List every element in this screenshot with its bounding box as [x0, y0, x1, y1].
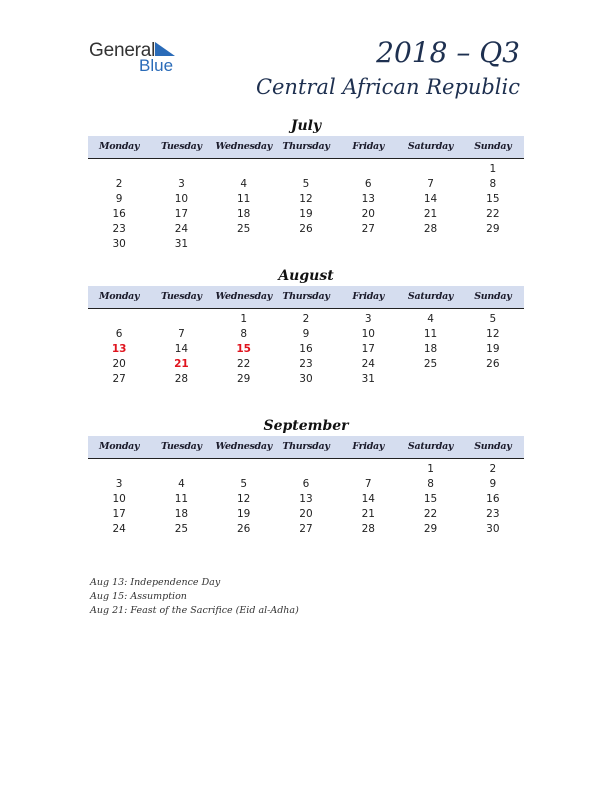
day-cell: 4 — [178, 478, 185, 490]
month-title: July — [290, 118, 322, 134]
day-cell: 3 — [178, 178, 185, 190]
day-cell: 10 — [112, 493, 126, 505]
weekday-tuesday: Tuesday — [161, 291, 202, 302]
weekday-friday: Friday — [352, 141, 385, 152]
day-cell: 19 — [486, 343, 500, 355]
day-cell: 12 — [299, 193, 313, 205]
country-title: Central African Republic — [255, 75, 520, 99]
day-cell: 18 — [423, 343, 438, 355]
holiday-date: 21 — [174, 358, 189, 370]
day-cell: 10 — [361, 328, 375, 340]
day-cell: 30 — [486, 523, 500, 535]
day-cell: 1 — [240, 313, 248, 325]
day-cell: 16 — [486, 493, 500, 505]
day-cell: 28 — [174, 373, 189, 385]
day-cell: 31 — [174, 238, 189, 250]
day-cell: 9 — [115, 193, 123, 205]
month-august — [88, 266, 524, 396]
day-cell: 29 — [237, 373, 251, 385]
day-cell: 12 — [486, 328, 500, 340]
month-september — [88, 416, 524, 546]
day-cell: 27 — [299, 523, 313, 535]
day-cell: 2 — [115, 178, 123, 190]
weekday-tuesday: Tuesday — [161, 141, 202, 152]
month-title: September — [263, 418, 349, 434]
holiday-date: 15 — [236, 343, 251, 355]
day-cell: 17 — [112, 508, 126, 520]
weekday-header — [88, 286, 524, 309]
weekday-thursday: Thursday — [282, 141, 330, 152]
day-cell: 8 — [240, 328, 248, 340]
day-cell: 28 — [423, 223, 438, 235]
weekday-wednesday: Wednesday — [215, 141, 272, 152]
weekday-monday: Monday — [98, 291, 140, 302]
day-cell: 6 — [302, 478, 310, 490]
day-cell: 13 — [361, 193, 375, 205]
weekday-saturday: Saturday — [407, 441, 454, 452]
day-cell: 20 — [361, 208, 375, 220]
day-cell: 22 — [423, 508, 438, 520]
day-cell: 30 — [299, 373, 313, 385]
weekday-saturday: Saturday — [407, 141, 454, 152]
day-cell: 14 — [361, 493, 375, 505]
day-cell: 21 — [423, 208, 438, 220]
day-cell: 1 — [427, 463, 434, 475]
day-cell: 1 — [489, 163, 497, 175]
day-cell: 5 — [489, 313, 497, 325]
weekday-sunday: Sunday — [474, 291, 512, 302]
day-cell: 24 — [361, 358, 375, 370]
day-cell: 24 — [174, 223, 189, 235]
day-cell: 22 — [486, 208, 500, 220]
day-cell: 7 — [364, 478, 372, 490]
weekday-wednesday: Wednesday — [215, 291, 272, 302]
day-cell: 23 — [486, 508, 500, 520]
day-cell: 30 — [112, 238, 126, 250]
day-cell: 31 — [361, 373, 375, 385]
day-cell: 8 — [489, 178, 497, 190]
day-cell: 25 — [174, 523, 189, 535]
day-cell: 18 — [237, 208, 251, 220]
day-cell: 17 — [174, 208, 189, 220]
day-cell: 27 — [361, 223, 375, 235]
day-cell: 26 — [237, 523, 251, 535]
day-cell: 9 — [302, 328, 310, 340]
month-july — [88, 116, 524, 256]
month-title: August — [278, 268, 334, 284]
day-cell: 26 — [486, 358, 500, 370]
day-cell: 18 — [174, 508, 189, 520]
day-cell: 4 — [240, 178, 248, 190]
weekday-tuesday: Tuesday — [161, 441, 202, 452]
day-cell: 24 — [112, 523, 126, 535]
weekday-header — [88, 436, 524, 459]
weekday-thursday: Thursday — [282, 291, 330, 302]
day-cell: 25 — [237, 223, 251, 235]
day-cell: 27 — [112, 373, 126, 385]
day-cell: 26 — [299, 223, 313, 235]
day-cell: 2 — [489, 463, 497, 475]
weekday-saturday: Saturday — [407, 291, 454, 302]
day-cell: 5 — [240, 478, 248, 490]
holiday-notes — [90, 576, 299, 618]
day-cell: 9 — [489, 478, 497, 490]
day-cell: 7 — [427, 178, 434, 190]
day-cell: 20 — [112, 358, 126, 370]
logo-blue-text: Blue — [139, 56, 174, 75]
weekday-thursday: Thursday — [282, 441, 330, 452]
day-cell: 13 — [299, 493, 313, 505]
day-cell: 15 — [423, 493, 438, 505]
day-cell: 10 — [174, 193, 189, 205]
day-cell: 28 — [361, 523, 375, 535]
day-cell: 15 — [486, 193, 500, 205]
day-cell: 19 — [237, 508, 251, 520]
weekday-friday: Friday — [352, 441, 385, 452]
holiday-note: Aug 13: Independence Day — [90, 577, 221, 588]
day-cell: 4 — [427, 313, 434, 325]
day-cell: 16 — [112, 208, 126, 220]
day-cell: 11 — [237, 193, 251, 205]
day-cell: 17 — [361, 343, 375, 355]
day-cell: 2 — [302, 313, 310, 325]
day-cell: 20 — [299, 508, 313, 520]
page-title: 2018 – Q3 — [376, 36, 520, 69]
logo-general-text: General — [89, 40, 156, 61]
day-cell: 21 — [361, 508, 375, 520]
day-cell: 11 — [174, 493, 189, 505]
day-cell: 14 — [423, 193, 438, 205]
day-cell: 5 — [302, 178, 310, 190]
weekday-wednesday: Wednesday — [215, 441, 272, 452]
day-cell: 12 — [237, 493, 251, 505]
weekday-monday: Monday — [98, 141, 140, 152]
weekday-friday: Friday — [352, 291, 385, 302]
day-cell: 7 — [178, 328, 185, 340]
holiday-date: 13 — [111, 343, 127, 355]
day-cell: 22 — [237, 358, 251, 370]
weekday-sunday: Sunday — [474, 441, 512, 452]
day-cell: 19 — [299, 208, 313, 220]
day-cell: 23 — [112, 223, 126, 235]
day-cell: 8 — [427, 478, 434, 490]
day-cell: 6 — [115, 328, 123, 340]
weekday-header — [88, 136, 524, 159]
weekday-sunday: Sunday — [474, 141, 512, 152]
day-cell: 3 — [115, 478, 123, 490]
holiday-note: Aug 15: Assumption — [90, 591, 187, 602]
day-cell: 25 — [423, 358, 438, 370]
day-cell: 14 — [174, 343, 189, 355]
day-cell: 29 — [423, 523, 438, 535]
day-cell: 16 — [299, 343, 313, 355]
day-cell: 11 — [423, 328, 438, 340]
day-cell: 3 — [364, 313, 372, 325]
weekday-monday: Monday — [98, 441, 140, 452]
logo — [89, 40, 189, 76]
day-cell: 6 — [364, 178, 372, 190]
holiday-note: Aug 21: Feast of the Sacrifice (Eid al-Adha) — [90, 605, 299, 616]
day-cell: 23 — [299, 358, 313, 370]
day-cell: 29 — [486, 223, 500, 235]
